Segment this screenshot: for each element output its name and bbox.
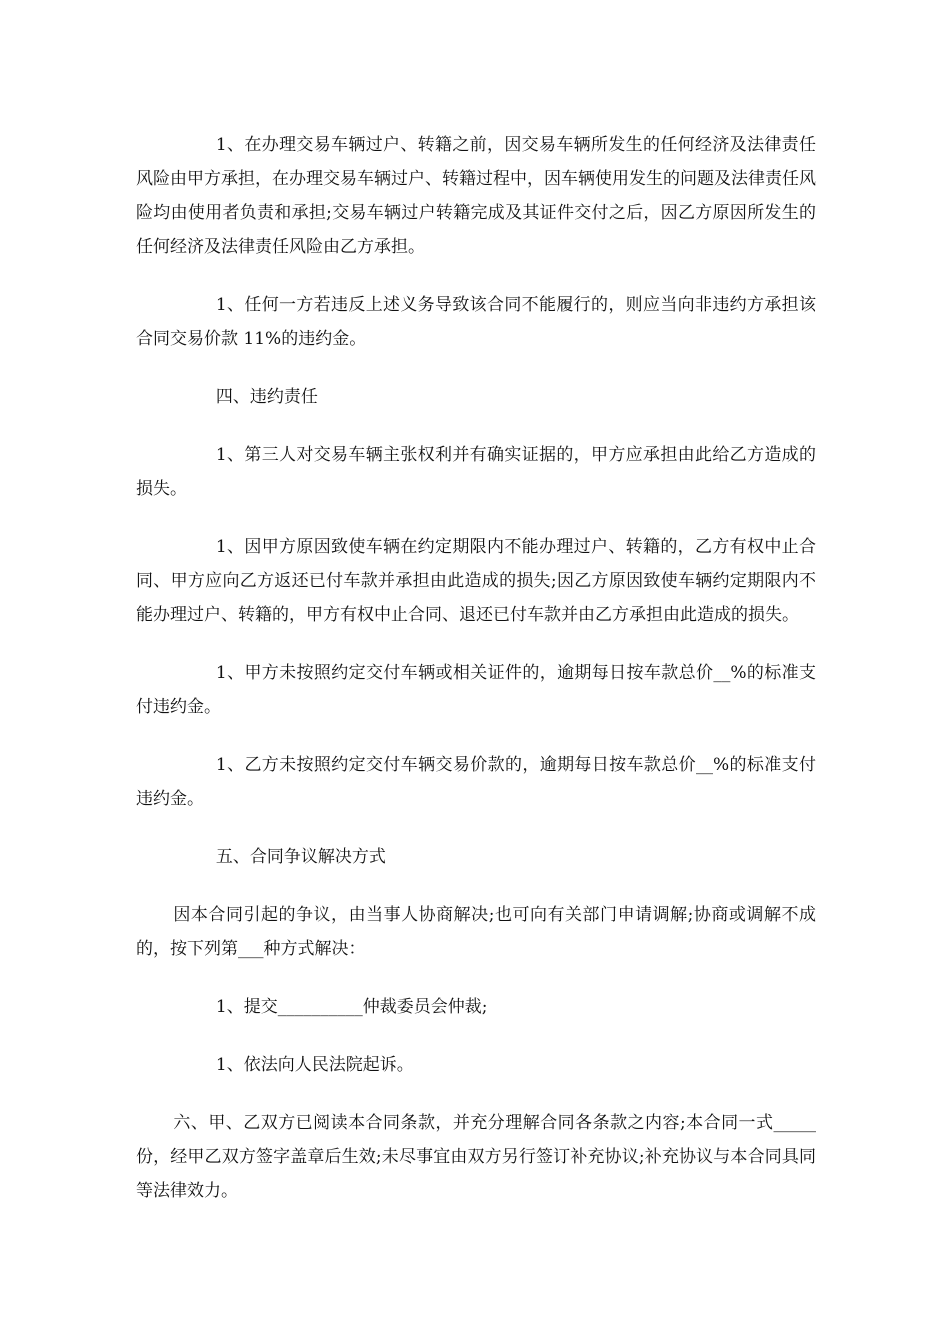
- paragraph-dispute-negotiation: 因本合同引起的争议，由当事人协商解决;也可向有关部门申请调解;协商或调解不成的，按下列第___种方式解决：: [136, 905, 816, 959]
- paragraph-litigation-option: 1、依法向人民法院起诉。: [215, 1055, 414, 1075]
- paragraph-third-party-claim: 1、第三人对交易车辆主张权利并有确实证据的，甲方应承担由此给乙方造成的损失。: [136, 445, 816, 499]
- document-page: [136, 128, 816, 1232]
- paragraph-liability-risk: 1、在办理交易车辆过户、转籍之前，因交易车辆所发生的任何经济及法律责任风险由甲方承担，在办理交易车辆过户、转籍过程中，因车辆使用发生的问题及法律责任风险均由使用者负责和承担;交易车辆过户转籍完成及其证件交付之后，因乙方原因所发生的任何经济及法律责任风险由乙方承担。: [136, 135, 816, 257]
- paragraph-party-a-late-delivery: 1、甲方未按照约定交付车辆或相关证件的，逾期每日按车款总价__%的标准支付违约金。: [136, 663, 816, 717]
- paragraph-arbitration-option: 1、提交__________仲裁委员会仲裁;: [215, 997, 488, 1017]
- paragraph-contract-effectiveness: 六、甲、乙双方已阅读本合同条款，并充分理解合同各条款之内容;本合同一式_____份，经甲乙双方签字盖章后生效;未尽事宜由双方另行签订补充协议;补充协议与本合同具同等法律效力。: [136, 1113, 816, 1201]
- paragraph-transfer-failure: 1、因甲方原因致使车辆在约定期限内不能办理过户、转籍的，乙方有权中止合同、甲方应向乙方返还已付车款并承担由此造成的损失;因乙方原因致使车辆约定期限内不能办理过户、转籍的，甲方有权中止合同、退还已付车款并由乙方承担由此造成的损失。: [136, 537, 816, 625]
- paragraph-party-b-late-payment: 1、乙方未按照约定交付车辆交易价款的，逾期每日按车款总价__%的标准支付违约金。: [136, 755, 816, 809]
- paragraph-breach-penalty: 1、任何一方若违反上述义务导致该合同不能履行的，则应当向非违约方承担该合同交易价款 11%的违约金。: [136, 295, 816, 349]
- section-heading-dispute-resolution: 五、合同争议解决方式: [215, 847, 386, 867]
- section-heading-breach-liability: 四、违约责任: [215, 387, 318, 407]
